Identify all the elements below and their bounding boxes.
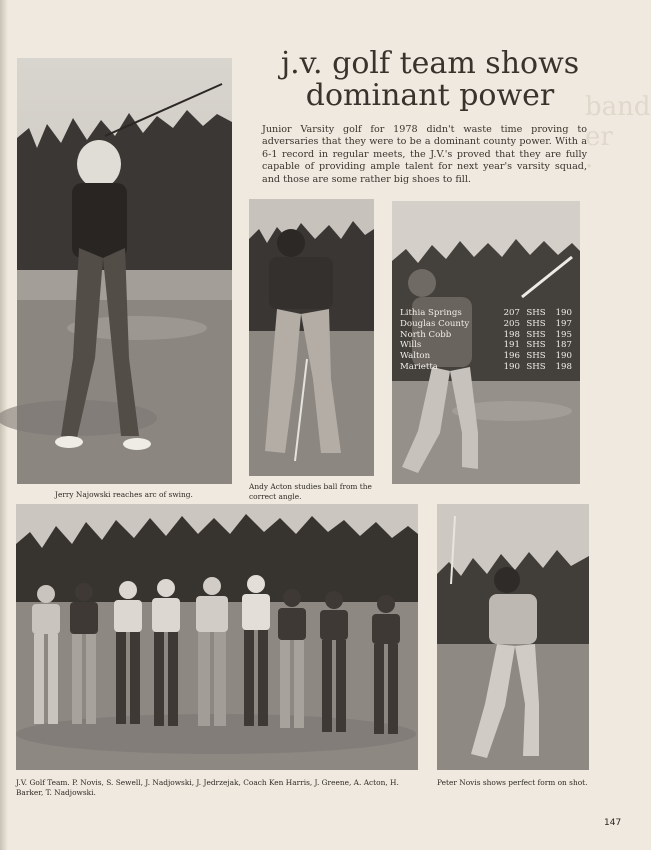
team-score: 197 xyxy=(555,318,572,329)
team-score: 187 xyxy=(555,340,572,351)
team-score: 190 xyxy=(555,351,572,362)
score-row xyxy=(400,319,580,330)
team-name: SHS xyxy=(526,351,546,362)
opponent-score: 190 xyxy=(503,361,520,372)
team-score: 195 xyxy=(555,329,572,340)
score-row xyxy=(400,362,580,373)
photo-jv-golf-team xyxy=(16,504,418,770)
photo-najowski-swing xyxy=(17,58,232,484)
photo-acton-studies-ball xyxy=(249,199,374,476)
team-name: SHS xyxy=(526,308,546,318)
team-name: SHS xyxy=(526,318,546,329)
opponent-score: 196 xyxy=(503,351,520,362)
opponent-name: North Cobb xyxy=(400,329,452,340)
opponent-score: 207 xyxy=(503,308,520,318)
title-line-2: dominant power xyxy=(305,78,555,113)
opponent-name: Lithia Springs xyxy=(400,308,462,318)
score-row xyxy=(400,330,580,341)
team-score: 190 xyxy=(555,308,572,318)
caption-novis: Peter Novis shows perfect form on shot. xyxy=(437,778,588,787)
team-name: SHS xyxy=(526,361,546,372)
caption-team: J.V. Golf Team. P. Novis, S. Sewell, J. Nadjowski, J. Jedrzejak, Coach Ken Harris, J. Greene, A. Acton, H. Barker, T. Nadjowski. xyxy=(16,778,399,797)
opponent-name: Douglas County xyxy=(400,318,470,329)
bleed-through-text: band er · xyxy=(585,92,651,182)
team-score: 198 xyxy=(555,361,572,372)
score-row xyxy=(400,308,580,319)
title-line-1: j.v. golf team shows xyxy=(280,46,580,81)
intro-paragraph: Junior Varsity golf for 1978 didn't waste time proving to adversaries that they were to be a dominant county power. With a 6-1 record in regular meets, the J.V.'s proved that they are fully capable of providing ample talent for next year's varsity squad, and those are some rather big shoes to fill. xyxy=(262,124,587,185)
opponent-score: 205 xyxy=(503,318,520,329)
photo-novis-shot xyxy=(437,504,589,770)
team-name: SHS xyxy=(526,329,546,340)
score-row xyxy=(400,351,580,362)
opponent-name: Marietta xyxy=(400,361,438,372)
team-name: SHS xyxy=(526,340,546,351)
score-row xyxy=(400,340,580,351)
caption-najowski: Jerry Najowski reaches arc of swing. xyxy=(55,490,193,499)
page-title xyxy=(250,48,610,112)
opponent-score: 198 xyxy=(503,329,520,340)
opponent-name: Walton xyxy=(400,351,431,362)
scores-table xyxy=(400,308,580,373)
page-number: 147 xyxy=(604,818,622,828)
opponent-name: Wills xyxy=(400,340,422,351)
caption-acton: Andy Acton studies ball from the correct angle. xyxy=(249,482,372,501)
opponent-score: 191 xyxy=(503,340,520,351)
